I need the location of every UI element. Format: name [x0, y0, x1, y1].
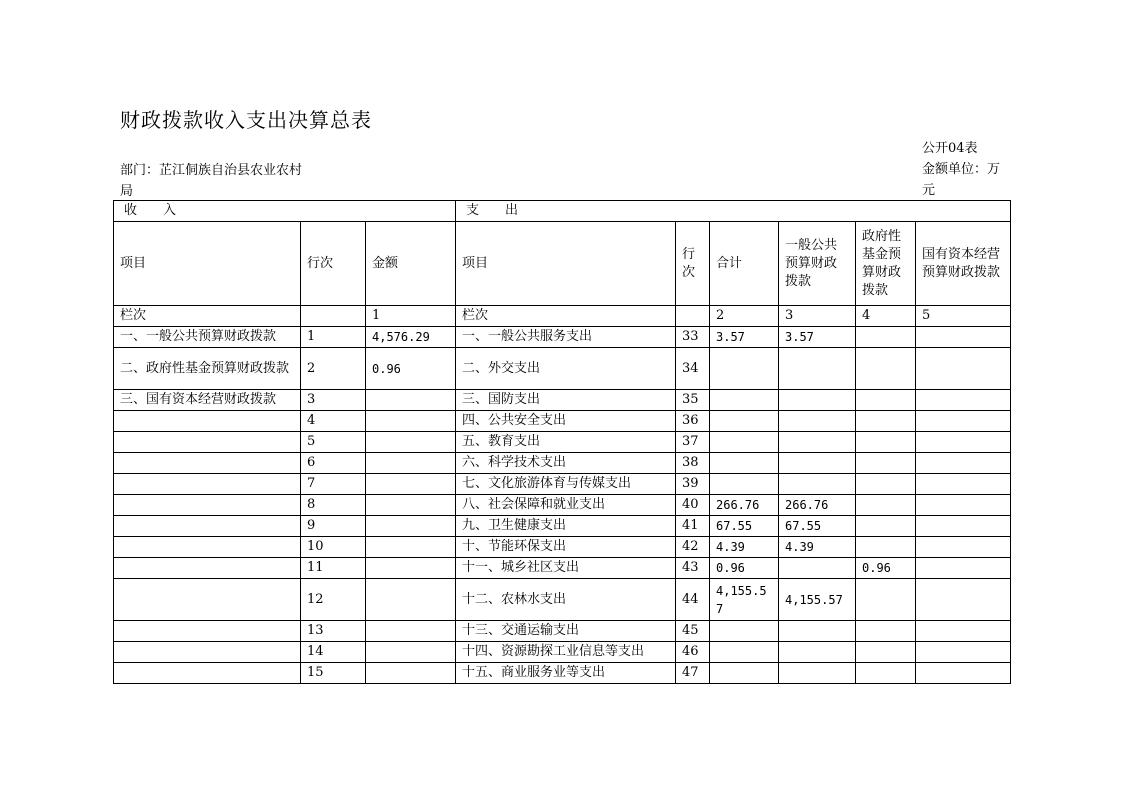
table-meta	[922, 138, 1010, 201]
fund-cell	[856, 432, 916, 453]
income-item-cell	[114, 663, 301, 684]
expense-line-cell: 44	[676, 579, 710, 621]
expense-item-cell: 二、外交支出	[456, 348, 676, 390]
income-amount-cell	[366, 495, 456, 516]
income-line-cell: 12	[301, 579, 366, 621]
state-cell	[916, 327, 1011, 348]
income-item-cell	[114, 432, 301, 453]
income-line-cell: 1	[301, 327, 366, 348]
total-cell: 4,155.57	[710, 579, 779, 621]
expense-line-cell: 42	[676, 537, 710, 558]
expense-line-cell: 43	[676, 558, 710, 579]
table-row	[114, 579, 1011, 621]
expense-item-cell: 五、教育支出	[456, 432, 676, 453]
income-item-cell	[114, 621, 301, 642]
table-row	[114, 621, 1011, 642]
total-cell	[710, 390, 779, 411]
expense-item-cell: 九、卫生健康支出	[456, 516, 676, 537]
income-line-cell: 5	[301, 432, 366, 453]
total-cell	[710, 348, 779, 390]
table-row	[114, 411, 1011, 432]
general-cell	[779, 390, 856, 411]
expense-item-cell: 十三、交通运输支出	[456, 621, 676, 642]
income-line-cell: 9	[301, 516, 366, 537]
general-cell	[779, 453, 856, 474]
fund-cell	[856, 453, 916, 474]
total-cell: 0.96	[710, 558, 779, 579]
income-amount-cell	[366, 663, 456, 684]
table-row	[114, 495, 1011, 516]
income-amount-cell	[366, 390, 456, 411]
total-cell	[710, 474, 779, 495]
income-item-cell	[114, 579, 301, 621]
expense-item-cell: 十一、城乡社区支出	[456, 558, 676, 579]
income-amount-cell	[366, 579, 456, 621]
total-cell: 4.39	[710, 537, 779, 558]
expense-line-cell: 38	[676, 453, 710, 474]
income-item-cell	[114, 642, 301, 663]
general-cell: 266.76	[779, 495, 856, 516]
expense-item-cell: 一、一般公共服务支出	[456, 327, 676, 348]
income-line-cell: 15	[301, 663, 366, 684]
expense-item-cell: 十二、农林水支出	[456, 579, 676, 621]
fund-cell	[856, 663, 916, 684]
expense-line-cell: 40	[676, 495, 710, 516]
section-header-row	[114, 201, 1011, 222]
table-row	[114, 642, 1011, 663]
general-cell	[779, 348, 856, 390]
state-cell	[916, 495, 1011, 516]
expense-line-cell: 35	[676, 390, 710, 411]
fund-cell	[856, 327, 916, 348]
amount-unit: 金额单位：万元	[922, 162, 1001, 198]
table-row	[114, 432, 1011, 453]
state-cell	[916, 432, 1011, 453]
income-line-cell: 10	[301, 537, 366, 558]
expense-line-cell: 47	[676, 663, 710, 684]
fund-cell	[856, 516, 916, 537]
table-row	[114, 390, 1011, 411]
income-item-cell: 三、国有资本经营财政拨款	[114, 390, 301, 411]
expense-line-cell: 41	[676, 516, 710, 537]
income-amount-cell	[366, 558, 456, 579]
expense-item-cell: 十五、商业服务业等支出	[456, 663, 676, 684]
fund-cell	[856, 579, 916, 621]
general-cell	[779, 621, 856, 642]
table-row	[114, 663, 1011, 684]
total-cell	[710, 663, 779, 684]
table-row	[114, 327, 1011, 348]
income-item-cell	[114, 516, 301, 537]
general-cell: 67.55	[779, 516, 856, 537]
state-cell	[916, 411, 1011, 432]
income-line-cell: 14	[301, 642, 366, 663]
income-item-cell	[114, 537, 301, 558]
column-index-row	[114, 306, 1011, 327]
general-cell	[779, 558, 856, 579]
income-amount-header: 金额	[366, 222, 456, 306]
index-blank	[301, 306, 366, 327]
fund-cell	[856, 474, 916, 495]
state-cell	[916, 516, 1011, 537]
table-row	[114, 348, 1011, 390]
department-label: 部门：芷江侗族自治县农业农村局	[120, 163, 303, 199]
column-header-row	[114, 222, 1011, 306]
income-item-cell	[114, 558, 301, 579]
state-cell	[916, 558, 1011, 579]
income-amount-cell	[366, 642, 456, 663]
income-line-cell: 2	[301, 348, 366, 390]
general-cell	[779, 663, 856, 684]
income-item-header: 项目	[114, 222, 301, 306]
index-state: 5	[916, 306, 1011, 327]
general-cell	[779, 432, 856, 453]
income-amount-cell	[366, 453, 456, 474]
state-cell	[916, 453, 1011, 474]
income-line-cell: 3	[301, 390, 366, 411]
index-general: 3	[779, 306, 856, 327]
income-line-cell: 4	[301, 411, 366, 432]
expense-general-header: 一般公共预算财政拨款	[779, 222, 856, 306]
fund-cell	[856, 537, 916, 558]
index-blank	[676, 306, 710, 327]
income-line-cell: 6	[301, 453, 366, 474]
income-line-cell: 11	[301, 558, 366, 579]
income-amount-cell: 4,576.29	[366, 327, 456, 348]
fund-cell	[856, 642, 916, 663]
income-item-cell: 二、政府性基金预算财政拨款	[114, 348, 301, 390]
index-label-left: 栏次	[114, 306, 301, 327]
income-line-cell: 13	[301, 621, 366, 642]
page-title: 财政拨款收入支出决算总表	[120, 108, 372, 132]
income-amount-cell	[366, 621, 456, 642]
income-item-cell	[114, 411, 301, 432]
state-cell	[916, 579, 1011, 621]
total-cell	[710, 642, 779, 663]
total-cell	[710, 411, 779, 432]
general-cell	[779, 642, 856, 663]
state-cell	[916, 621, 1011, 642]
fund-cell	[856, 390, 916, 411]
expense-line-cell: 36	[676, 411, 710, 432]
state-cell	[916, 663, 1011, 684]
total-cell: 266.76	[710, 495, 779, 516]
income-amount-cell: 0.96	[366, 348, 456, 390]
income-item-cell	[114, 474, 301, 495]
form-code: 公开04表	[922, 141, 978, 156]
income-section-header: 收 入	[114, 201, 456, 222]
state-cell	[916, 474, 1011, 495]
index-total: 2	[710, 306, 779, 327]
expense-state-header: 国有资本经营预算财政拨款	[916, 222, 1011, 306]
general-cell	[779, 474, 856, 495]
income-item-cell: 一、一般公共预算财政拨款	[114, 327, 301, 348]
state-cell	[916, 348, 1011, 390]
total-cell: 67.55	[710, 516, 779, 537]
income-amount-cell	[366, 537, 456, 558]
fund-cell	[856, 495, 916, 516]
income-amount-cell	[366, 516, 456, 537]
expense-line-cell: 46	[676, 642, 710, 663]
total-cell	[710, 621, 779, 642]
income-amount-cell	[366, 432, 456, 453]
total-cell: 3.57	[710, 327, 779, 348]
table-row	[114, 558, 1011, 579]
fund-cell	[856, 411, 916, 432]
expense-section-header: 支 出	[456, 201, 1011, 222]
table-row	[114, 537, 1011, 558]
general-cell: 4,155.57	[779, 579, 856, 621]
general-cell	[779, 411, 856, 432]
expense-item-cell: 三、国防支出	[456, 390, 676, 411]
fund-cell: 0.96	[856, 558, 916, 579]
expense-item-cell: 十四、资源勘探工业信息等支出	[456, 642, 676, 663]
state-cell	[916, 642, 1011, 663]
state-cell	[916, 390, 1011, 411]
income-amount-cell	[366, 474, 456, 495]
income-line-cell: 8	[301, 495, 366, 516]
index-fund: 4	[856, 306, 916, 327]
total-cell	[710, 453, 779, 474]
index-amount: 1	[366, 306, 456, 327]
income-line-cell: 7	[301, 474, 366, 495]
expense-line-cell: 34	[676, 348, 710, 390]
state-cell	[916, 537, 1011, 558]
total-cell	[710, 432, 779, 453]
expense-total-header: 合计	[710, 222, 779, 306]
income-item-cell	[114, 453, 301, 474]
expense-line-cell: 33	[676, 327, 710, 348]
general-cell: 3.57	[779, 327, 856, 348]
general-cell: 4.39	[779, 537, 856, 558]
budget-table	[113, 200, 1011, 684]
expense-line-cell: 39	[676, 474, 710, 495]
expense-item-cell: 七、文化旅游体育与传媒支出	[456, 474, 676, 495]
fund-cell	[856, 348, 916, 390]
income-amount-cell	[366, 411, 456, 432]
expense-fund-header: 政府性基金预算财政拨款	[856, 222, 916, 306]
expense-line-cell: 37	[676, 432, 710, 453]
fund-cell	[856, 621, 916, 642]
table-row	[114, 453, 1011, 474]
table-row	[114, 516, 1011, 537]
expense-item-cell: 四、公共安全支出	[456, 411, 676, 432]
index-label-right: 栏次	[456, 306, 676, 327]
expense-item-cell: 八、社会保障和就业支出	[456, 495, 676, 516]
table-row	[114, 474, 1011, 495]
income-line-header: 行次	[301, 222, 366, 306]
expense-line-header: 行次	[676, 222, 710, 306]
expense-line-cell: 45	[676, 621, 710, 642]
income-item-cell	[114, 495, 301, 516]
expense-item-cell: 六、科学技术支出	[456, 453, 676, 474]
expense-item-header: 项目	[456, 222, 676, 306]
expense-item-cell: 十、节能环保支出	[456, 537, 676, 558]
